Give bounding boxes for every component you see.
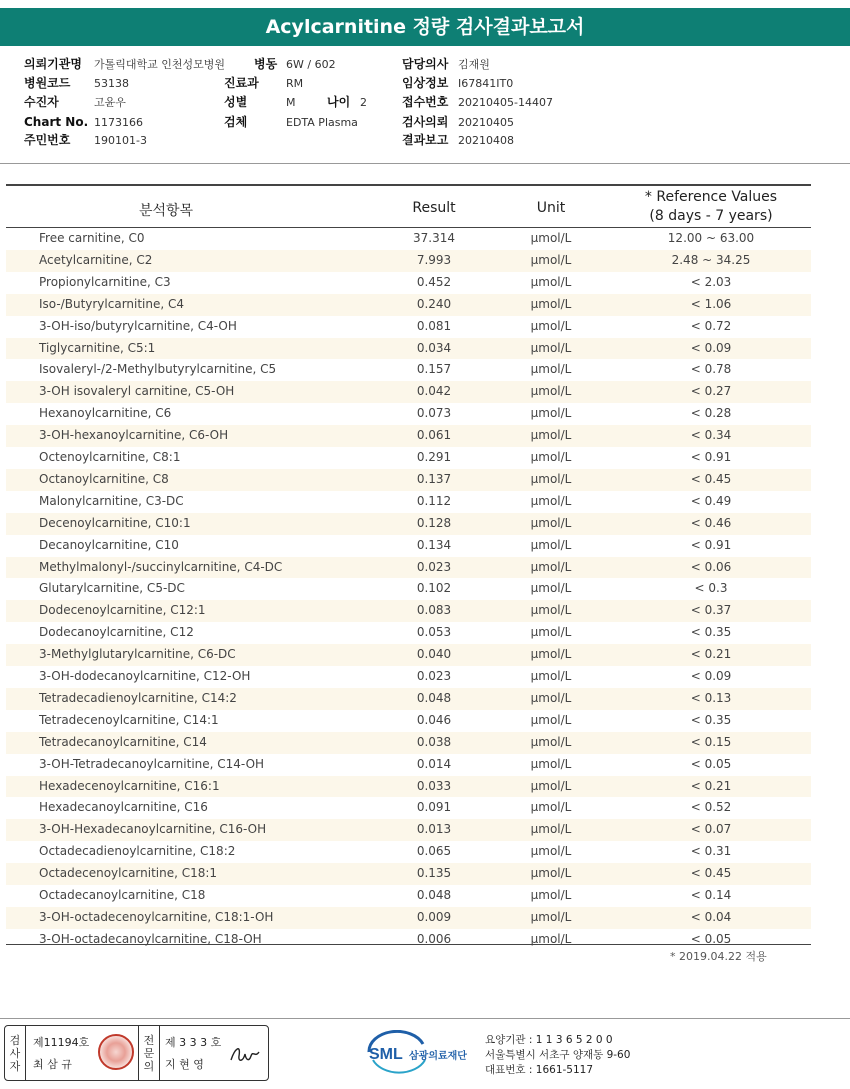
reference-value: < 0.91	[690, 450, 732, 464]
signature-box	[4, 1025, 269, 1081]
patient-value: 고윤우	[94, 96, 126, 109]
table-row	[6, 272, 811, 294]
info-row	[24, 55, 824, 74]
table-row	[6, 250, 811, 272]
sml-logo-icon	[365, 1030, 485, 1078]
reference-value: < 0.49	[690, 493, 732, 508]
inspector-vertical-label: 검사자	[9, 1034, 21, 1073]
analyte-name: Octanoylcarnitine, C8	[39, 471, 169, 486]
report-date-label: 결과보고	[402, 133, 449, 147]
reference-value: < 0.78	[690, 362, 732, 377]
reference-value: < 0.14	[690, 888, 732, 902]
result-value: 0.452	[416, 274, 452, 289]
result-value: 0.137	[416, 471, 452, 486]
institution-value: 가톨릭대학교 인천성모병원	[94, 58, 226, 71]
reference-value: < 0.52	[690, 800, 732, 815]
table-row	[6, 907, 811, 929]
analyte-name: Propionylcarnitine, C3	[39, 274, 171, 289]
analyte-name: Octadecanoylcarnitine, C18	[39, 888, 206, 902]
result-value: 0.061	[416, 428, 452, 443]
divider	[138, 1026, 139, 1080]
result-value: 0.112	[416, 493, 452, 508]
reference-value: < 0.05	[690, 931, 732, 946]
divider	[0, 163, 850, 164]
analyte-name: Tiglycarnitine, C5:1	[39, 340, 156, 355]
analyte-name: Dodecenoylcarnitine, C12:1	[39, 603, 206, 618]
analyte-name: Glutarylcarnitine, C5-DC	[39, 581, 185, 596]
result-value: 0.048	[416, 690, 452, 705]
analyte-name: 3-OH-Hexadecanoylcarnitine, C16-OH	[39, 822, 267, 837]
doctor-value: 김재원	[458, 58, 490, 71]
footer-info	[485, 1033, 630, 1078]
report-date-value: 20210408	[458, 134, 514, 147]
table-bottom-rule	[6, 944, 811, 945]
analyte-name: Tetradecanoylcarnitine, C14	[39, 734, 207, 749]
receipt-value: 20210405-14407	[458, 96, 553, 109]
unit-value: μmol/L	[530, 340, 572, 355]
header-item: 분석항목	[138, 203, 194, 219]
result-value: 0.065	[416, 844, 452, 859]
unit-value: μmol/L	[530, 384, 572, 399]
analyte-name: Decenoylcarnitine, C10:1	[39, 515, 191, 530]
analyte-name: Free carnitine, C0	[39, 231, 145, 245]
result-value: 0.009	[416, 909, 452, 924]
org-name: 삼광의료재단	[409, 1051, 467, 1062]
unit-value: μmol/L	[530, 669, 572, 683]
divider	[25, 1026, 26, 1080]
table-row	[6, 732, 811, 754]
unit-value: μmol/L	[530, 252, 572, 267]
result-value: 37.314	[413, 231, 455, 245]
analyte-name: Hexadecenoylcarnitine, C16:1	[39, 778, 220, 793]
result-value: 0.291	[416, 450, 452, 464]
hospital-code-label: 병원코드	[24, 76, 71, 90]
analyte-name: Tetradecadienoylcarnitine, C14:2	[39, 690, 237, 705]
table-row	[6, 666, 811, 688]
analyte-name: Malonylcarnitine, C3-DC	[39, 493, 184, 508]
reference-value: < 0.09	[690, 340, 732, 355]
reference-value: < 0.05	[690, 756, 732, 771]
reference-value: < 0.35	[690, 625, 732, 640]
table-row	[6, 557, 811, 579]
ward-value: 6W / 602	[286, 58, 336, 71]
analyte-name: Dodecanoylcarnitine, C12	[39, 625, 194, 640]
unit-value: μmol/L	[530, 909, 572, 924]
unit-value: μmol/L	[530, 428, 572, 443]
unit-value: μmol/L	[530, 647, 572, 662]
sex-label: 성별	[224, 95, 248, 109]
reference-value: < 0.21	[690, 778, 732, 793]
result-value: 0.091	[416, 800, 452, 815]
footnote: * 2019.04.22 적용	[670, 950, 767, 963]
analyte-name: Hexadecanoylcarnitine, C16	[39, 800, 208, 815]
info-row	[24, 74, 824, 93]
table-row	[6, 863, 811, 885]
result-value: 0.083	[416, 603, 452, 618]
reference-value: < 0.07	[690, 822, 732, 837]
reference-value: < 0.21	[690, 647, 732, 662]
analyte-name: 3-OH-octadecenoylcarnitine, C18:1-OH	[39, 909, 274, 924]
reference-value: < 0.06	[690, 559, 732, 574]
result-value: 0.023	[416, 669, 452, 683]
reference-value: < 0.72	[690, 318, 732, 333]
table-row	[6, 359, 811, 381]
reference-value: < 0.28	[690, 406, 732, 421]
institution-label: 의뢰기관명	[24, 57, 82, 71]
chart-no-label: Chart No.	[24, 115, 89, 129]
table-row	[6, 644, 811, 666]
age-label: 나이	[327, 95, 351, 109]
age-value: 2	[360, 96, 367, 109]
table-row	[6, 819, 811, 841]
info-row	[24, 93, 824, 112]
table-row	[6, 885, 811, 907]
analyte-name: 3-OH-hexanoylcarnitine, C6-OH	[39, 428, 229, 443]
result-value: 0.033	[416, 778, 452, 793]
reference-value: < 1.06	[690, 296, 732, 311]
table-row	[6, 535, 811, 557]
table-row	[6, 425, 811, 447]
specimen-label: 검체	[224, 115, 248, 129]
analyte-name: Octadecadienoylcarnitine, C18:2	[39, 844, 236, 859]
unit-value: μmol/L	[530, 296, 572, 311]
table-row	[6, 316, 811, 338]
divider	[0, 1018, 850, 1019]
unit-value: μmol/L	[530, 734, 572, 749]
reference-value: < 0.15	[690, 734, 732, 749]
unit-value: μmol/L	[530, 406, 572, 421]
result-value: 0.013	[416, 822, 452, 837]
clinical-info-label: 임상정보	[402, 76, 449, 90]
unit-value: μmol/L	[530, 231, 572, 245]
unit-value: μmol/L	[530, 537, 572, 552]
ward-label: 병동	[254, 57, 278, 71]
result-value: 0.128	[416, 515, 452, 530]
table-row	[6, 600, 811, 622]
footer-institution-code: 요양기관 : 1 1 3 6 5 2 0 0	[485, 1034, 613, 1046]
table-row	[6, 688, 811, 710]
analyte-name: 3-OH isovaleryl carnitine, C5-OH	[39, 384, 235, 399]
analyte-name: Tetradecenoylcarnitine, C14:1	[39, 712, 219, 727]
patient-label: 수진자	[24, 95, 59, 109]
result-value: 0.048	[416, 888, 452, 902]
report-title: Acylcarnitine 정량 검사결과보고서	[0, 8, 850, 46]
info-row	[24, 113, 824, 132]
table-row	[6, 338, 811, 360]
analyte-name: 3-OH-dodecanoylcarnitine, C12-OH	[39, 669, 251, 683]
reference-value: < 0.27	[690, 384, 732, 399]
table-row	[6, 447, 811, 469]
reference-value: < 0.31	[690, 844, 732, 859]
result-value: 0.135	[416, 866, 452, 881]
signature-icon	[227, 1038, 263, 1068]
chart-no-value: 1173166	[94, 116, 143, 129]
clinical-info-value: I67841IT0	[458, 77, 514, 90]
header-unit: Unit	[536, 200, 566, 216]
result-value: 0.034	[416, 340, 452, 355]
unit-value: μmol/L	[530, 318, 572, 333]
result-value: 0.240	[416, 296, 452, 311]
result-value: 0.081	[416, 318, 452, 333]
unit-value: μmol/L	[530, 866, 572, 881]
unit-value: μmol/L	[530, 778, 572, 793]
table-row	[6, 381, 811, 403]
unit-value: μmol/L	[530, 844, 572, 859]
table-header	[6, 184, 811, 228]
result-value: 0.014	[416, 756, 452, 771]
analyte-name: Octenoylcarnitine, C8:1	[39, 450, 181, 464]
table-row	[6, 622, 811, 644]
reference-value: < 0.45	[690, 471, 732, 486]
reference-value: < 0.04	[690, 909, 732, 924]
reference-value: 12.00 ~ 63.00	[667, 231, 755, 245]
result-value: 0.042	[416, 384, 452, 399]
sml-logo-text: SML	[369, 1046, 403, 1063]
doctor-label: 담당의사	[402, 57, 449, 71]
unit-value: μmol/L	[530, 274, 572, 289]
reference-value: < 0.13	[690, 690, 732, 705]
result-value: 0.102	[416, 581, 452, 596]
result-value: 0.006	[416, 931, 452, 946]
unit-value: μmol/L	[530, 690, 572, 705]
analyte-name: 3-OH-Tetradecanoylcarnitine, C14-OH	[39, 756, 265, 771]
dept-value: RM	[286, 77, 304, 90]
table-row	[6, 841, 811, 863]
unit-value: μmol/L	[530, 515, 572, 530]
reference-value: < 0.46	[690, 515, 732, 530]
table-row	[6, 776, 811, 798]
analyte-name: Isovaleryl-/2-Methylbutyrylcarnitine, C5	[39, 362, 277, 377]
unit-value: μmol/L	[530, 756, 572, 771]
analyte-name: 3-Methylglutarylcarnitine, C6-DC	[39, 647, 236, 662]
analyte-name: Decanoylcarnitine, C10	[39, 537, 179, 552]
unit-value: μmol/L	[530, 559, 572, 574]
divider	[159, 1026, 160, 1080]
reference-value: < 0.45	[690, 866, 732, 881]
analyte-name: 3-OH-octadecanoylcarnitine, C18-OH	[39, 931, 262, 946]
unit-value: μmol/L	[530, 471, 572, 486]
unit-value: μmol/L	[530, 888, 572, 902]
table-row	[6, 294, 811, 316]
header-reference-range: (8 days - 7 years)	[649, 208, 773, 224]
result-value: 0.046	[416, 712, 452, 727]
reference-value: < 2.03	[690, 274, 732, 289]
unit-value: μmol/L	[530, 625, 572, 640]
unit-value: μmol/L	[530, 800, 572, 815]
doctor-vertical-label: 전문의	[143, 1034, 155, 1073]
doctor-license: 제 3 3 3 호	[165, 1036, 222, 1049]
reference-value: < 0.91	[690, 537, 732, 552]
table-row	[6, 754, 811, 776]
reference-value: < 0.3	[694, 581, 728, 596]
result-value: 0.040	[416, 647, 452, 662]
analyte-name: Octadecenoylcarnitine, C18:1	[39, 866, 218, 881]
table-row	[6, 469, 811, 491]
dept-label: 진료과	[224, 76, 259, 90]
hospital-code-value: 53138	[94, 77, 129, 90]
info-row	[24, 131, 824, 150]
footer-phone: 대표번호 : 1661-5117	[485, 1064, 594, 1076]
unit-value: μmol/L	[530, 581, 572, 596]
analyte-name: Acetylcarnitine, C2	[39, 252, 153, 267]
reference-value: < 0.35	[690, 712, 732, 727]
unit-value: μmol/L	[530, 931, 572, 946]
unit-value: μmol/L	[530, 603, 572, 618]
result-value: 7.993	[416, 252, 452, 267]
table-row	[6, 491, 811, 513]
result-value: 0.073	[416, 406, 452, 421]
unit-value: μmol/L	[530, 362, 572, 377]
doctor-name: 지 현 영	[165, 1058, 204, 1071]
unit-value: μmol/L	[530, 712, 572, 727]
result-value: 0.157	[416, 362, 452, 377]
resident-no-label: 주민번호	[24, 133, 71, 147]
table-row	[6, 578, 811, 600]
inspector-name: 최 삼 규	[33, 1058, 72, 1071]
table-row	[6, 513, 811, 535]
analyte-name: Iso-/Butyrylcarnitine, C4	[39, 296, 185, 311]
unit-value: μmol/L	[530, 450, 572, 464]
unit-value: μmol/L	[530, 493, 572, 508]
specimen-value: EDTA Plasma	[286, 116, 358, 129]
footer-address: 서울특별시 서초구 양재동 9-60	[485, 1049, 631, 1061]
reference-value: < 0.34	[690, 428, 732, 443]
reference-value: < 0.37	[690, 603, 732, 618]
table-row	[6, 228, 811, 250]
resident-no-value: 190101-3	[94, 134, 147, 147]
reference-value: < 0.09	[690, 669, 732, 683]
header-result: Result	[412, 200, 456, 216]
seal-stamp-icon	[98, 1034, 134, 1070]
receipt-label: 접수번호	[402, 95, 449, 109]
result-value: 0.134	[416, 537, 452, 552]
table-row	[6, 710, 811, 732]
result-value: 0.038	[416, 734, 452, 749]
header-reference: * Reference Values	[644, 189, 778, 205]
request-label: 검사의뢰	[402, 115, 449, 129]
analyte-name: 3-OH-iso/butyrylcarnitine, C4-OH	[39, 318, 237, 333]
result-value: 0.023	[416, 559, 452, 574]
sex-value: M	[286, 96, 296, 109]
analyte-name: Hexanoylcarnitine, C6	[39, 406, 172, 421]
unit-value: μmol/L	[530, 822, 572, 837]
request-value: 20210405	[458, 116, 514, 129]
analyte-name: Methylmalonyl-/succinylcarnitine, C4-DC	[39, 559, 283, 574]
reference-value: 2.48 ~ 34.25	[671, 252, 751, 267]
table-row	[6, 403, 811, 425]
table-row	[6, 797, 811, 819]
result-value: 0.053	[416, 625, 452, 640]
inspector-license: 제11194호	[33, 1036, 90, 1049]
